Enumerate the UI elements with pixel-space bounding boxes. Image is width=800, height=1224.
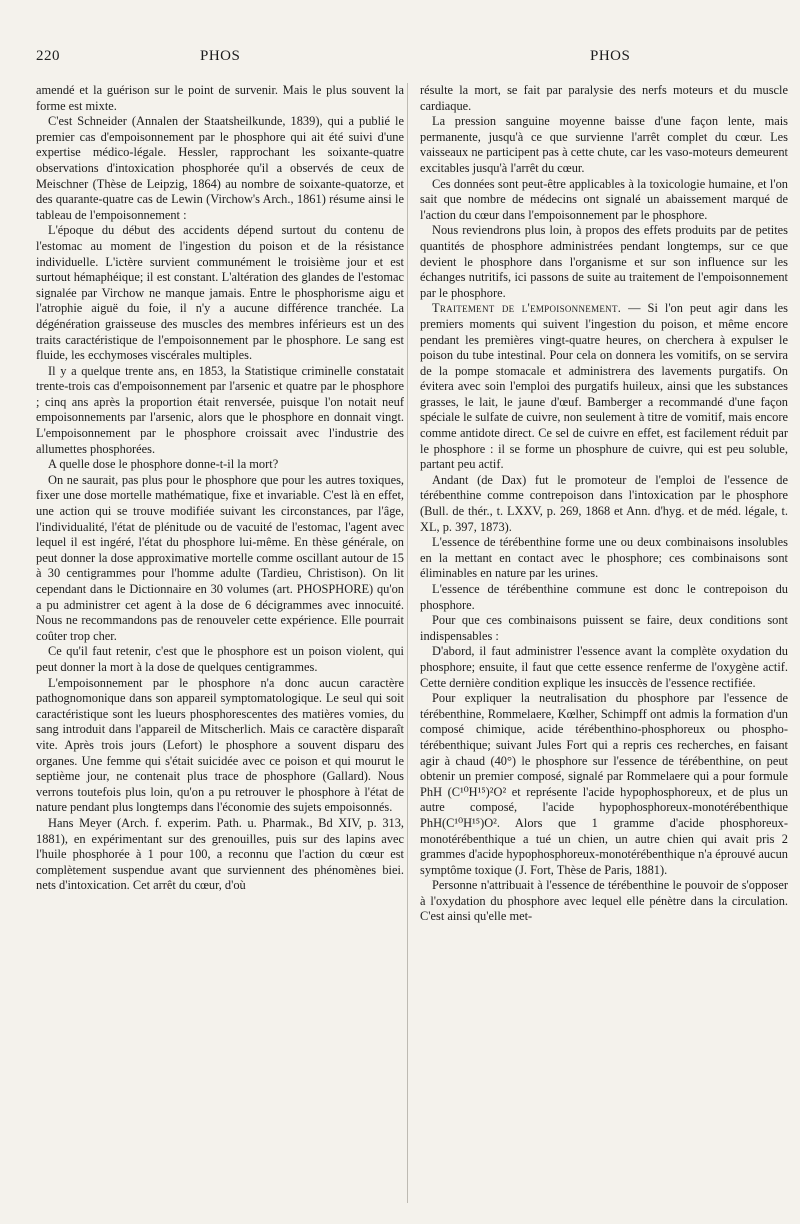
running-head-left: PHOS bbox=[200, 48, 241, 64]
paragraph: Pour expliquer la neutralisation du phosphore par l'essence de térébenthine, Rommelaere, Kœlher, Schimpff ont admis la formation d'un composé chimique, acide térébenthino-phosphoreux ou phospho-térébenthique; suivant Jules Fort qui a repris ces recherches, en faisant agir à chaud (40°) le phosphore sur l'essence de térébenthine, on peut obtenir un premier composé, signalé par Rommelaere qui a pour formule PhH (C¹⁰H¹⁵)²O² et représente l'acide hypophosphoreux, et de plus un autre composé, l'acide hypophosphoreux-monotérébenthique PhH(C¹⁰H¹⁵)O². Alors que 1 gramme d'acide phosphoreux-monotérébenthique a tué un chien, un autre chien qui avait pris 2 grammes d'acide hypophosphoreux-monotérébenthique n'a éprouvé aucun symptôme toxique (J. Fort, Thèse de Paris, 1881). bbox=[420, 691, 788, 877]
paragraph: L'empoisonnement par le phosphore n'a donc aucun caractère pathognomonique dans son appareil symptomatologique. Le seul qui soit caractéristique sont les lueurs phosphorescentes des matières vomies, du sang introduit dans l'appareil de Mitscherlich. Mais ce caractère disparaît vite. Après trois jours (Lefort) le phosphore a souvent disparu des organes. Une femme qui s'était suicidée avec ce poison et qui mourut le septième jour, ne contenait plus trace de phosphore (Gallard). Nous verrons toutefois plus loin, qu'on a pu retrouver le phosphore à l'état de nature pendant plus longtemps dans l'économie des sujets empoisonnés. bbox=[36, 675, 404, 815]
paragraph-treatment bbox=[420, 301, 788, 473]
paragraph: D'abord, il faut administrer l'essence avant la complète oxydation du phosphore; ensuite, il faut que cette essence renferme de l'oxygène actif. Cette dernière condition explique les insuccès de l'essence rectifiée. bbox=[420, 644, 788, 690]
right-column bbox=[420, 83, 788, 1208]
section-heading: Traitement de l'empoisonnement. bbox=[432, 301, 622, 316]
paragraph: Pour que ces combinaisons puissent se faire, deux conditions sont indispensables : bbox=[420, 613, 788, 643]
paragraph: Andant (de Dax) fut le promoteur de l'emploi de l'essence de térébenthine comme contrepoison dans l'intoxication par le phosphore (Bull. de thér., t. LXXV, p. 269, 1868 et Ann. d'hyg. et de méd. légale, t. XL, p. 397, 1873). bbox=[420, 472, 788, 534]
paragraph: Personne n'attribuait à l'essence de térébenthine le pouvoir de s'opposer à l'oxydation du phosphore avec lequel elle pénètre dans la circulation. C'est ainsi qu'elle met- bbox=[420, 878, 788, 924]
paragraph: L'essence de térébenthine commune est donc le contrepoison du phosphore. bbox=[420, 582, 788, 612]
paragraph: Ces données sont peut-être applicables à la toxicologie humaine, et l'on sait que nombre de médecins ont signalé un abaissement marqué de l'action du cœur dans l'empoisonnement par le phosphore. bbox=[420, 176, 788, 222]
paragraph: L'époque du début des accidents dépend surtout du contenu de l'estomac au moment de l'ingestion du poison et de la résistance individuelle. L'ictère survient communément le troisième jour et est surtout hémaphéique; il est constant. L'altération des glandes de l'estomac signalée par Virchow ne manque jamais. Entre le phosphorisme aigu et l'atrophie aiguë du foie, il n'y a aucune différence tranchée. La dégénération graisseuse des muscles des membres inférieurs est un des traits caractéristique de l'empoisonnement par le phosphore. Le sang est fluide, les ecchymoses viscérales multiples. bbox=[36, 223, 404, 363]
paragraph: Hans Meyer (Arch. f. experim. Path. u. Pharmak., Bd XIV, p. 313, 1881), en expérimentant sur des grenouilles, puis sur des lapins avec l'huile phosphorée à 1 pour 100, a reconnu que l'action du cœur est complètement suspendue avant que surviennent des phénomènes biei. nets d'intoxication. Cet arrêt du cœur, d'où bbox=[36, 815, 404, 893]
paragraph: Nous reviendrons plus loin, à propos des effets produits par de petites quantités de phosphore administrées pendant longtemps, sur ce que devient le phosphore dans l'organisme et sur son influence sur les échanges nutritifs, ici passons de suite au traitement de l'empoisonnement par le phosphore. bbox=[420, 223, 788, 300]
page-number: 220 bbox=[36, 48, 60, 64]
paragraph: Ce qu'il faut retenir, c'est que le phosphore est un poison violent, qui peut donner la mort à la dose de quelques centigrammes. bbox=[36, 644, 404, 674]
left-column bbox=[36, 83, 404, 1208]
running-head-right: PHOS bbox=[590, 48, 631, 64]
paragraph: A quelle dose le phosphore donne-t-il la mort? bbox=[48, 457, 279, 472]
paragraph: La pression sanguine moyenne baisse d'une façon lente, mais permanente, jusqu'à ce que survienne l'arrêt complet du cœur. Les vaisseaux ne participent pas à cette chute, car les vaso-moteurs demeurent excitables jusqu'à l'arrêt du cœur. bbox=[420, 114, 788, 175]
paragraph-text: — Si l'on peut agir dans les premiers moments qui suivent l'ingestion du poison, et même encore pendant les premières vingt-quatre heures, on cherchera à expulser le poison du tube intestinal. Pour cela on donnera les vomitifs, on se servira de la pompe stomacale et administrera des lavements purgatifs. On évitera avec soin l'emploi des purgatifs huileux, ainsi que les substances grasses, le lait, le jaune d'œuf. Bamberger a recommandé d'une façon spéciale le sulfate de cuivre, non seulement à titre de vomitif, mais encore comme antidote direct. Ce sel de cuivre en effet, est facilement réduit par le phosphore : il se forme un phosphure de cuivre, qui est peu soluble, partant peu actif. bbox=[420, 301, 788, 472]
paragraph: résulte la mort, se fait par paralysie des nerfs moteurs et du muscle cardiaque. bbox=[420, 83, 788, 113]
paragraph: C'est Schneider (Annalen der Staatsheilkunde, 1839), qui a publié le premier cas d'empoisonnement par le phosphore qui ait été suivi d'une expertise médico-légale. Hessler, rapprochant les soixante-quatre observations d'intoxication phosphorée qu'il a observés de ceux de Meischner (Thèse de Leipzig, 1864) au nombre de soixante-quatorze, et des quarante-quatre cas de Lewin (Virchow's Arch., 1861) résume ainsi le tableau de l'empoisonnement : bbox=[36, 114, 404, 222]
column-divider bbox=[407, 83, 408, 1203]
paragraph: L'essence de térébenthine forme une ou deux combinaisons insolubles en la mettant en contact avec le phosphore; ces combinaisons sont éliminables en nature par les urines. bbox=[420, 535, 788, 581]
paragraph: amendé et la guérison sur le point de survenir. Mais le plus souvent la forme est mixte. bbox=[36, 83, 404, 113]
paragraph: Il y a quelque trente ans, en 1853, la Statistique criminelle constatait trente-trois cas d'empoisonnement par l'arsenic et quatre par le phosphore ; cinq ans après la proportion était renversée, puisque l'on notait neuf empoisonnements par l'arsenic, alors que le phosphore en donnait vingt. L'empoisonnement par le phosphore croissait avec l'industrie des allumettes phosphorées. bbox=[36, 363, 404, 456]
paragraph: On ne saurait, pas plus pour le phosphore que pour les autres toxiques, fixer une dose mortelle mathématique, fixe et invariable. C'est là en effet, une action qui se trouve modifiée suivant les circonstances, par l'âge, l'individualité, l'état de plénitude ou de vacuité de l'estomac, l'agent avec lequel il est ingéré, l'état du phosphore lui-même. En thèse générale, on peut donner la dose approximative mortelle comme oscillant autour de 15 à 30 centigrammes pour l'homme adulte (Tardieu, Christison). On lit cependant dans le Dictionnaire en 30 volumes (art. PHOSPHORE) qu'on a pu administrer cet agent à la dose de 6 décigrammes avec innocuité. Nous ne recommandons pas de renouveler cette expérience. Elle pourrait coûter trop cher. bbox=[36, 472, 404, 643]
